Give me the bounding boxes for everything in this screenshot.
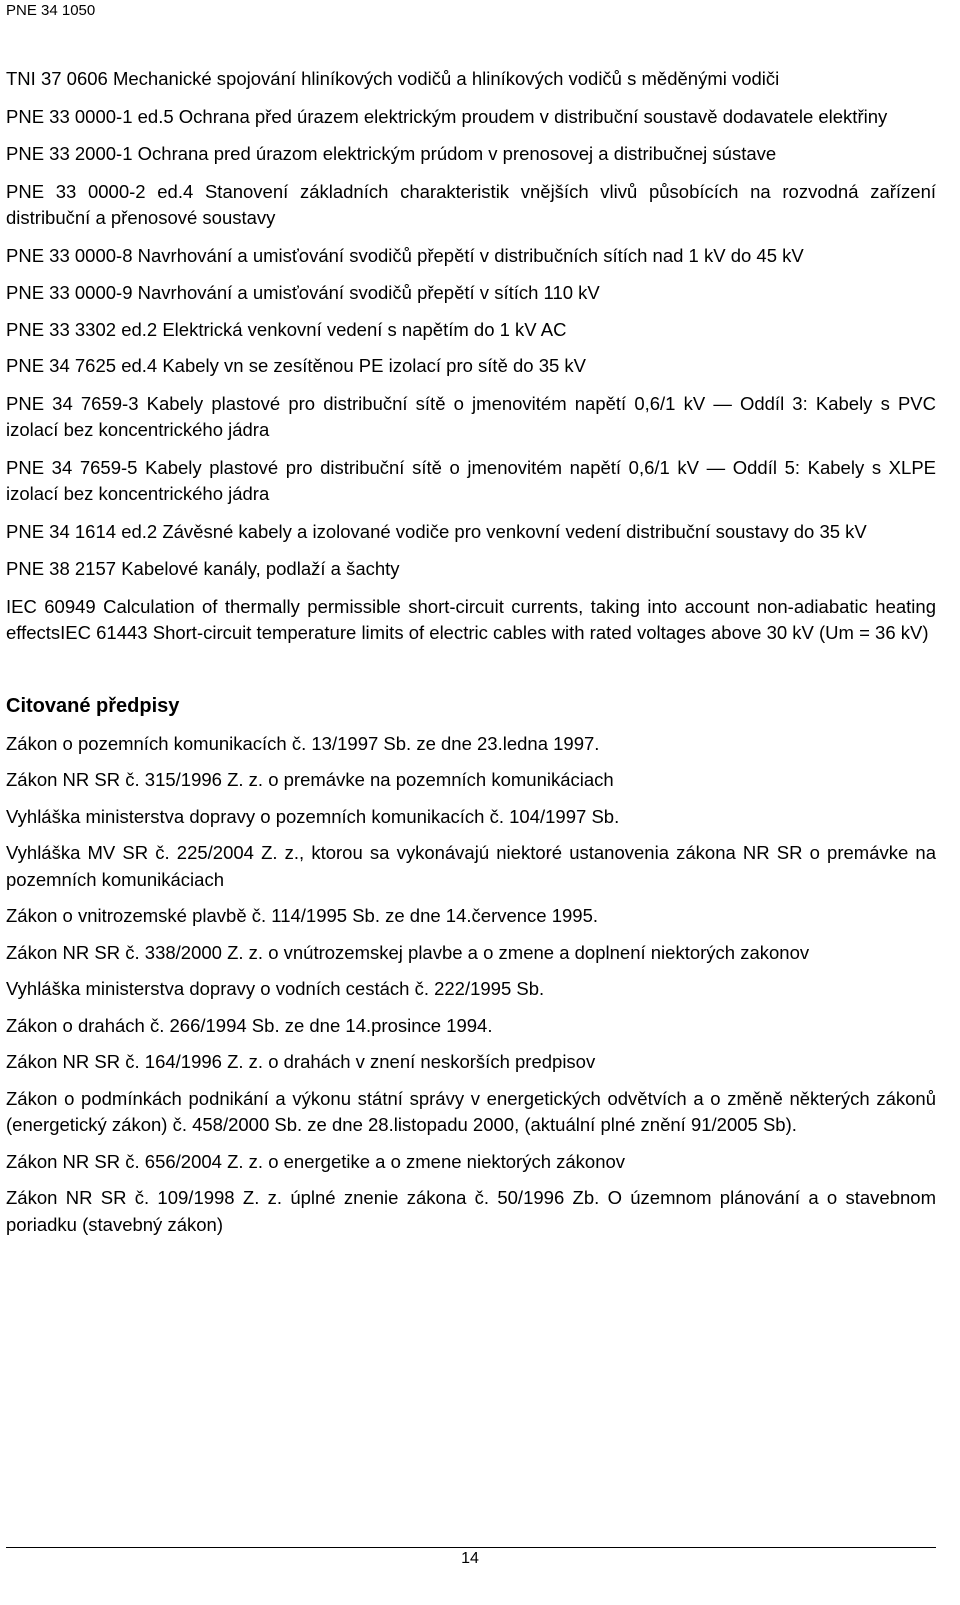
- standard-item: TNI 37 0606 Mechanické spojování hliníkových vodičů a hliníkových vodičů s měděnými vodiči: [6, 68, 780, 89]
- regulation-item: Zákon NR SR č. 109/1998 Z. z. úplné znenie zákona č. 50/1996 Zb. O územnom plánování a o stavebnom poriadku (stavebný zákon): [6, 1187, 936, 1235]
- standard-item: PNE 33 3302 ed.2 Elektrická venkovní vedení s napětím do 1 kV AC: [6, 318, 567, 340]
- standard-item: PNE 34 7659-5 Kabely plastové pro distribuční sítě o jmenovitém napětí 0,6/1 kV — Oddíl 5: Kabely s XLPE izolací bez koncentrického jádra: [6, 456, 936, 504]
- footer-divider: [6, 1547, 936, 1548]
- content-area: [6, 66, 936, 1248]
- section-title: Citované předpisy: [6, 694, 180, 717]
- page-number: 14: [461, 1550, 479, 1567]
- regulation-item: Zákon NR SR č. 315/1996 Z. z. o premávke na pozemních komunikáciach: [6, 769, 614, 790]
- regulation-item: Zákon o podmínkách podnikání a výkonu státní správy v energetických odvětvích a o změně některých zákonů (energetický zákon) č. 458/2000 Sb. ze dne 28.listopadu 2000, (aktuální plné znění 91/2005 Sb).: [6, 1087, 936, 1135]
- standard-item: PNE 33 2000-1 Ochrana pred úrazom elektrickým prúdom v prenosovej a distribučnej sústave: [6, 143, 777, 164]
- standard-item: IEC 60949 Calculation of thermally permissible short-circuit currents, taking into account non-adiabatic heating effectsIEC 61443 Short-circuit temperature limits of electric cables with rated voltages above 30 kV (Um = 36 kV): [6, 595, 936, 643]
- header-doc-code: PNE 34 1050: [6, 2, 96, 19]
- standard-item: PNE 34 7625 ed.4 Kabely vn se zesítěnou PE izolací pro sítě do 35 kV: [6, 355, 587, 376]
- regulation-item: Vyhláška MV SR č. 225/2004 Z. z., ktorou sa vykonávajú niektoré ustanovenia zákona NR SR o premávke na pozemních komunikáciach: [6, 842, 936, 890]
- standard-item: PNE 33 0000-9 Navrhování a umisťování svodičů přepětí v sítích 110 kV: [6, 282, 600, 303]
- regulation-item: Zákon NR SR č. 164/1996 Z. z. o drahách v znení neskorších predpisov: [6, 1051, 596, 1072]
- regulation-item: Zákon o pozemních komunikacích č. 13/1997 Sb. ze dne 23.ledna 1997.: [6, 732, 600, 754]
- regulation-item: Vyhláška ministerstva dopravy o pozemních komunikacích č. 104/1997 Sb.: [6, 805, 620, 827]
- standard-item: PNE 34 7659-3 Kabely plastové pro distribuční sítě o jmenovitém napětí 0,6/1 kV — Oddíl 3: Kabely s PVC izolací bez koncentrického jádra: [6, 392, 936, 440]
- standard-item: PNE 33 0000-8 Navrhování a umisťování svodičů přepětí v distribučních sítích nad 1 kV do 45 kV: [6, 244, 804, 266]
- regulation-item: Zákon o drahách č. 266/1994 Sb. ze dne 14.prosince 1994.: [6, 1014, 493, 1036]
- regulation-item: Zákon NR SR č. 656/2004 Z. z. o energetike a o zmene niektorých zákonov: [6, 1150, 626, 1172]
- standard-item: PNE 33 0000-2 ed.4 Stanovení základních charakteristik vnějších vlivů působících na rozvodná zařízení distribuční a přenosové soustavy: [6, 180, 936, 228]
- standard-item: PNE 38 2157 Kabelové kanály, podlaží a šachty: [6, 558, 400, 579]
- regulation-item: Zákon NR SR č. 338/2000 Z. z. o vnútrozemskej plavbe a o zmene a doplnení niektorých zakonov: [6, 941, 810, 963]
- regulations-list: [6, 731, 936, 1239]
- standard-item: PNE 34 1614 ed.2 Závěsné kabely a izolované vodiče pro venkovní vedení distribuční soustavy do 35 kV: [6, 520, 867, 542]
- regulation-item: Vyhláška ministerstva dopravy o vodních cestách č. 222/1995 Sb.: [6, 978, 545, 999]
- standard-item: PNE 33 0000-1 ed.5 Ochrana před úrazem elektrickým proudem v distribuční soustavě dodavatele elektřiny: [6, 105, 888, 127]
- regulation-item: Zákon o vnitrozemské plavbě č. 114/1995 Sb. ze dne 14.července 1995.: [6, 905, 599, 926]
- standards-list: [6, 66, 936, 647]
